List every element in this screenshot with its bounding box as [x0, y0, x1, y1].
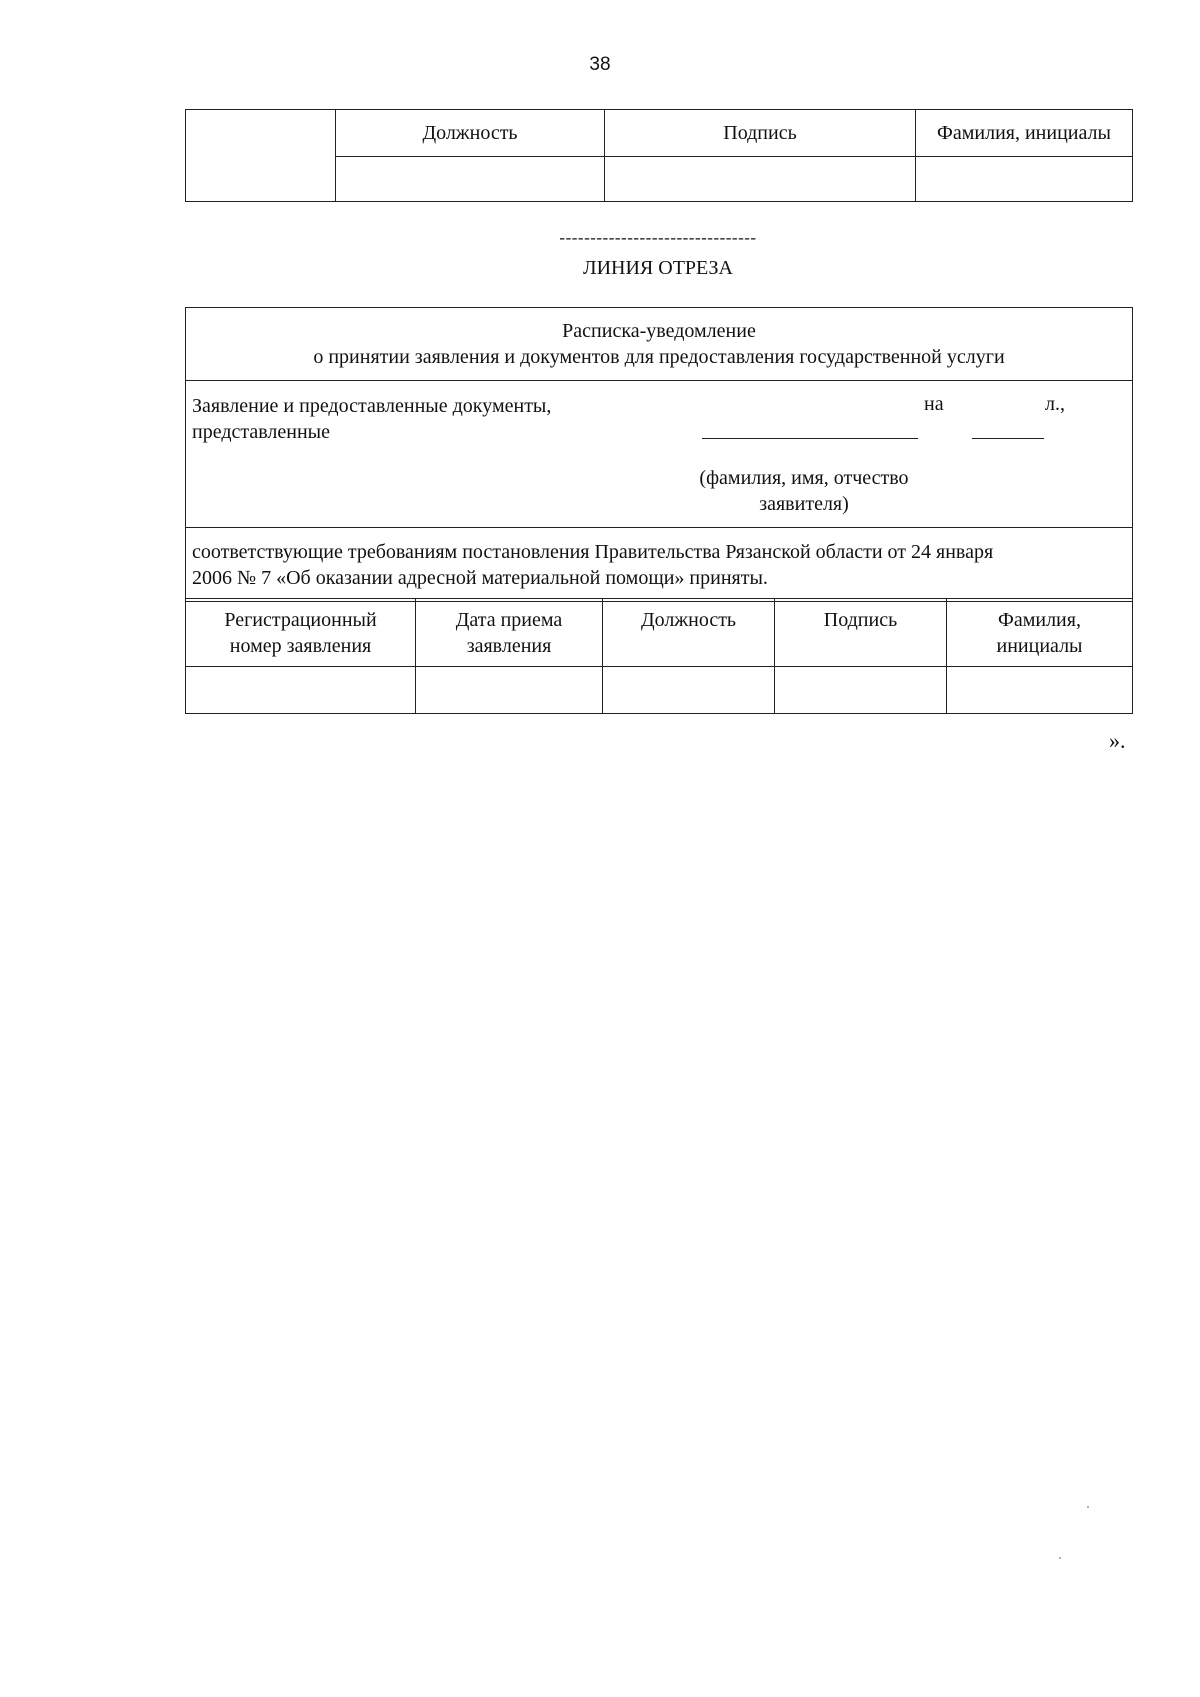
receipt-title-line2: о принятии заявления и документов для предоставления государственной услуги — [313, 346, 1005, 368]
sheets-label: л., — [1045, 393, 1065, 415]
on-label: на — [924, 393, 944, 415]
applicant-name-hint — [634, 465, 974, 517]
header-line: заявления — [466, 635, 552, 657]
table-cell — [186, 667, 416, 714]
header-line: Регистрационный — [224, 609, 377, 631]
header-line: Дата приема — [455, 609, 563, 631]
column-header-position — [603, 599, 775, 667]
table-cell — [336, 157, 605, 202]
header-line: Подпись — [823, 609, 898, 631]
column-header-position: Должность — [336, 110, 605, 157]
table-cell — [916, 157, 1133, 202]
conformity-statement-line1: соответствующие требованиям постановления Правительства Рязанской области от 24 января — [192, 541, 994, 563]
receipt-title — [186, 308, 1132, 381]
header-line: инициалы — [996, 635, 1083, 657]
documents-statement — [192, 393, 551, 445]
conformity-statement — [186, 528, 1132, 601]
table-cell — [605, 157, 916, 202]
column-header-full-name: Фамилия, инициалы — [916, 110, 1133, 157]
column-header-registration-number — [186, 599, 416, 667]
scan-speck — [1087, 1506, 1089, 1508]
receipt-title-line1: Расписка-уведомление — [562, 320, 756, 342]
receipt-applicant-section — [186, 381, 1132, 528]
cut-line-label: ЛИНИЯ ОТРЕЗА — [583, 257, 733, 279]
documents-statement-line2: представленные — [192, 421, 330, 443]
header-line: номер заявления — [229, 635, 372, 657]
table-row — [186, 110, 1133, 157]
column-header-signature — [775, 599, 947, 667]
table-cell-empty — [186, 110, 336, 202]
closing-quote: ». — [1109, 728, 1126, 753]
table-row — [186, 667, 1133, 714]
cut-line-dashes: -------------------------------- — [559, 228, 757, 247]
scan-speck — [1059, 1557, 1061, 1559]
sheet-count-line — [972, 438, 1044, 439]
table-row — [186, 599, 1133, 667]
header-line: Должность — [640, 609, 737, 631]
documents-statement-line1: Заявление и предоставленные документы, — [192, 395, 552, 417]
receipt-registration-table — [185, 598, 1133, 714]
page-number: 38 — [589, 54, 611, 75]
applicant-name-line — [702, 438, 918, 439]
column-header-full-name — [947, 599, 1133, 667]
column-header-signature: Подпись — [605, 110, 916, 157]
applicant-name-hint-line1: (фамилия, имя, отчество — [699, 467, 909, 489]
signature-table — [185, 109, 1133, 202]
table-cell — [603, 667, 775, 714]
receipt-notice — [185, 307, 1133, 602]
table-cell — [416, 667, 603, 714]
applicant-name-hint-line2: заявителя) — [759, 493, 849, 515]
column-header-receipt-date — [416, 599, 603, 667]
table-cell — [947, 667, 1133, 714]
header-line: Фамилия, — [998, 609, 1081, 631]
table-cell — [775, 667, 947, 714]
conformity-statement-line2: 2006 № 7 «Об оказании адресной материальной помощи» приняты. — [192, 567, 768, 589]
